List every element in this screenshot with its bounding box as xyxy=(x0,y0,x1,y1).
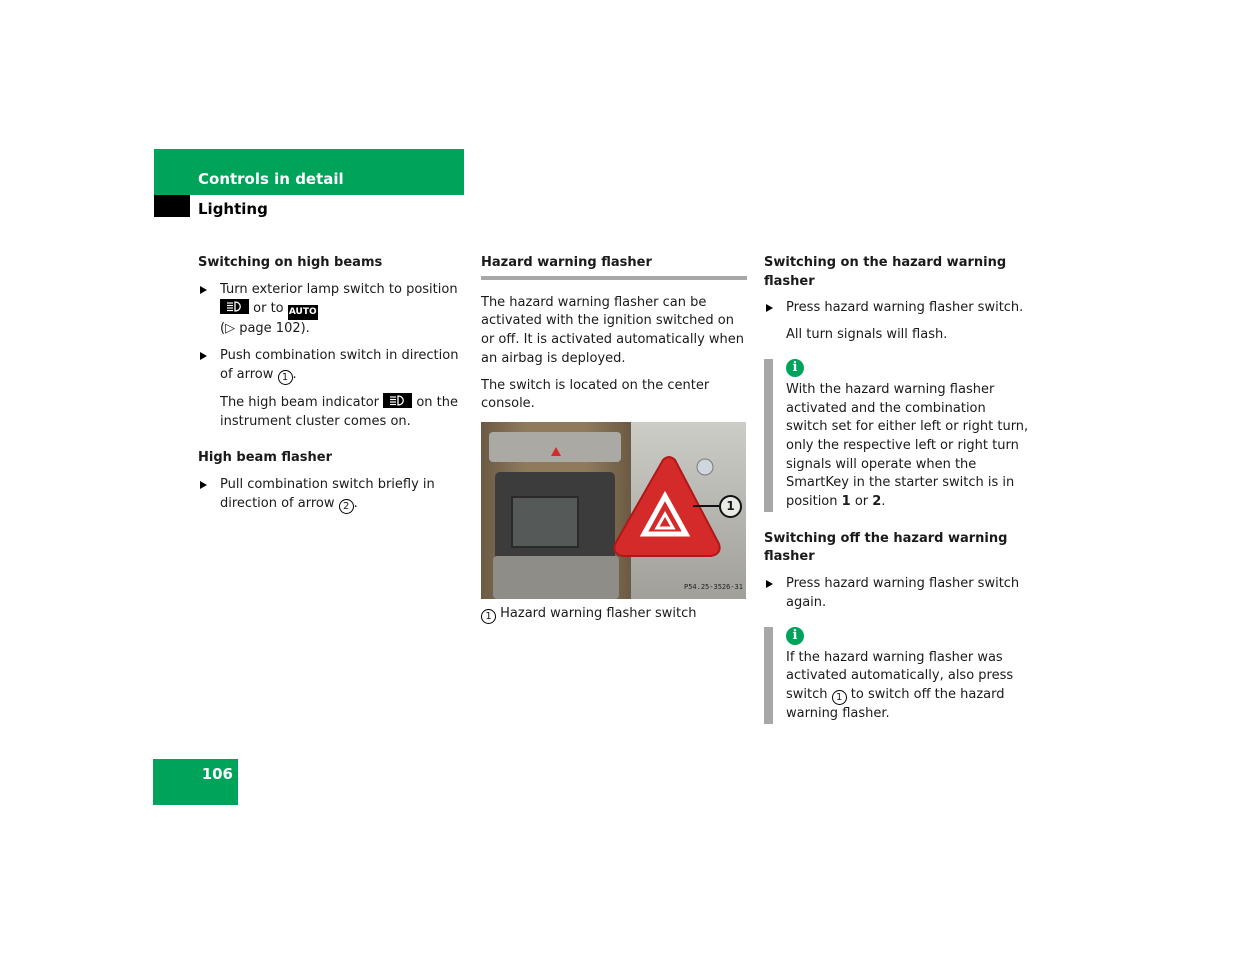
paragraph-location: The switch is located on the center console. xyxy=(481,377,710,412)
high-beam-icon xyxy=(220,299,249,314)
step-press-again: Press hazard warning flasher switch again. xyxy=(764,575,1030,612)
high-beam-icon xyxy=(383,393,412,408)
step-lamp-switch: Turn exterior lamp switch to position or to AUTO (▷ page 102). xyxy=(198,281,464,339)
heading-switching-off: Switching off the hazard warning flasher xyxy=(764,530,1008,565)
auto-icon: AUTO xyxy=(288,305,318,320)
switch-number: 1 xyxy=(832,690,847,705)
heading-high-beams: Switching on high beams xyxy=(198,255,383,270)
subsection-title: Lighting xyxy=(198,200,268,218)
step-pull-switch: Pull combination switch briefly in direction of arrow 2 . xyxy=(198,476,464,514)
photo-code: P54.25-3526-31 xyxy=(683,583,743,592)
section-title: Controls in detail xyxy=(198,170,344,188)
info-note-turn-signals: i With the hazard warning flasher activated and the combination switch set for either left or right turn, only the respective left or right turn signals will operate when the SmartKey in the starter switch is in position 1 or 2. xyxy=(764,359,1030,512)
heading-switching-on: Switching on the hazard warning flasher xyxy=(764,255,1007,289)
arrow-number: 2 xyxy=(339,499,354,514)
column-right xyxy=(764,254,1030,724)
result-high-beam: The high beam indicator on the instrument cluster comes on. xyxy=(220,394,458,429)
photo-caption: 1 Hazard warning flasher switch xyxy=(481,605,747,624)
triangle-right-icon xyxy=(200,352,207,360)
info-bar xyxy=(764,359,773,512)
step-press-switch: Press hazard warning flasher switch. xyxy=(764,299,1030,318)
info-bar xyxy=(764,627,773,724)
caption-number: 1 xyxy=(481,609,496,624)
heading-hazard-warning-flasher: Hazard warning flasher xyxy=(481,254,747,280)
triangle-right-icon xyxy=(766,580,773,588)
info-icon: i xyxy=(786,627,804,645)
column-left xyxy=(198,254,464,522)
triangle-right-icon xyxy=(766,304,773,312)
callout-line xyxy=(693,505,719,507)
column-middle xyxy=(481,254,747,624)
info-icon: i xyxy=(786,359,804,377)
hazard-triangle-icon xyxy=(481,422,746,599)
heading-high-beam-flasher: High beam flasher xyxy=(198,450,333,466)
result-turn-signals: All turn signals will flash. xyxy=(786,327,948,343)
info-note-airbag: i If the hazard warning flasher was activated automatically, also press switch 1 to switch off the hazard warning flasher. xyxy=(764,627,1030,724)
arrow-number: 1 xyxy=(278,370,293,385)
triangle-right-icon xyxy=(200,286,207,294)
callout-number: 1 xyxy=(719,495,742,518)
paragraph-activation: The hazard warning flasher can be activated with the ignition switched on or off. It is activated automatically when an airbag is deployed. xyxy=(481,294,745,366)
page-number: 106 xyxy=(201,765,233,783)
step-push-switch: Push combination switch in direction of arrow 1 . xyxy=(198,347,464,385)
triangle-right-icon xyxy=(200,481,207,489)
subsection-marker xyxy=(154,195,190,217)
page-reference[interactable]: (▷ page 102). xyxy=(220,321,310,337)
hazard-switch-photo xyxy=(481,422,746,599)
